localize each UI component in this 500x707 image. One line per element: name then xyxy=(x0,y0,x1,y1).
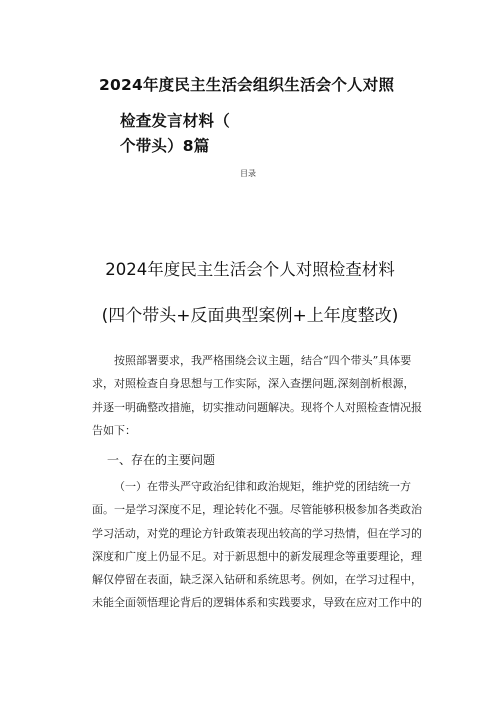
section-paragraph xyxy=(92,475,428,615)
paragraph-line: 未能全面领悟理论背后的逻辑体系和实践要求，导致在应对工作中的 xyxy=(92,596,422,610)
section-heading: 一、存在的主要问题 xyxy=(107,453,216,467)
toc-label: 目录 xyxy=(240,169,256,178)
document-subtitle: (四个带头+反面典型案例+上年度整改) xyxy=(101,306,399,326)
cover-title-line-2: 检查发言材料（ xyxy=(120,112,230,130)
paragraph-line: （一）在带头严守政治纪律和政治规矩，维护党的团结统一方 xyxy=(114,480,411,493)
paragraph-line: 解仅停留在表面，缺乏深入钻研和系统思考。例如，在学习过程中， xyxy=(92,573,422,587)
paragraph-line: 告如下： xyxy=(92,423,136,437)
paragraph-line: 并逐一明确整改措施，切实推动问题解决。现将个人对照检查情况报 xyxy=(92,400,422,414)
paragraph-line: 面。一是学习深度不足，理论转化不强。尽管能够积极参加各类政治 xyxy=(92,503,422,517)
paragraph-line: 按照部署要求，我严格围绕会议主题，结合“四个带头”具体要 xyxy=(114,354,412,367)
paragraph-line: 求，对照检查自身思想与工作实际，深入查摆问题,深刻剖析根源， xyxy=(92,377,415,391)
cover-title-line-1: 2024年度民主生活会组织生活会个人对照 xyxy=(99,76,395,94)
document-title: 2024年度民主生活会个人对照检查材料 xyxy=(105,260,395,279)
paragraph-line: 学习活动，对党的理论方针政策表现出较高的学习热情，但在学习的 xyxy=(92,526,422,540)
paragraph-line: 深度和广度上仍显不足。对于新思想中的新发展理念等重要理论，理 xyxy=(92,549,422,563)
cover-title-line-3: 个带头）8篇 xyxy=(120,137,210,155)
intro-paragraph xyxy=(92,349,428,442)
